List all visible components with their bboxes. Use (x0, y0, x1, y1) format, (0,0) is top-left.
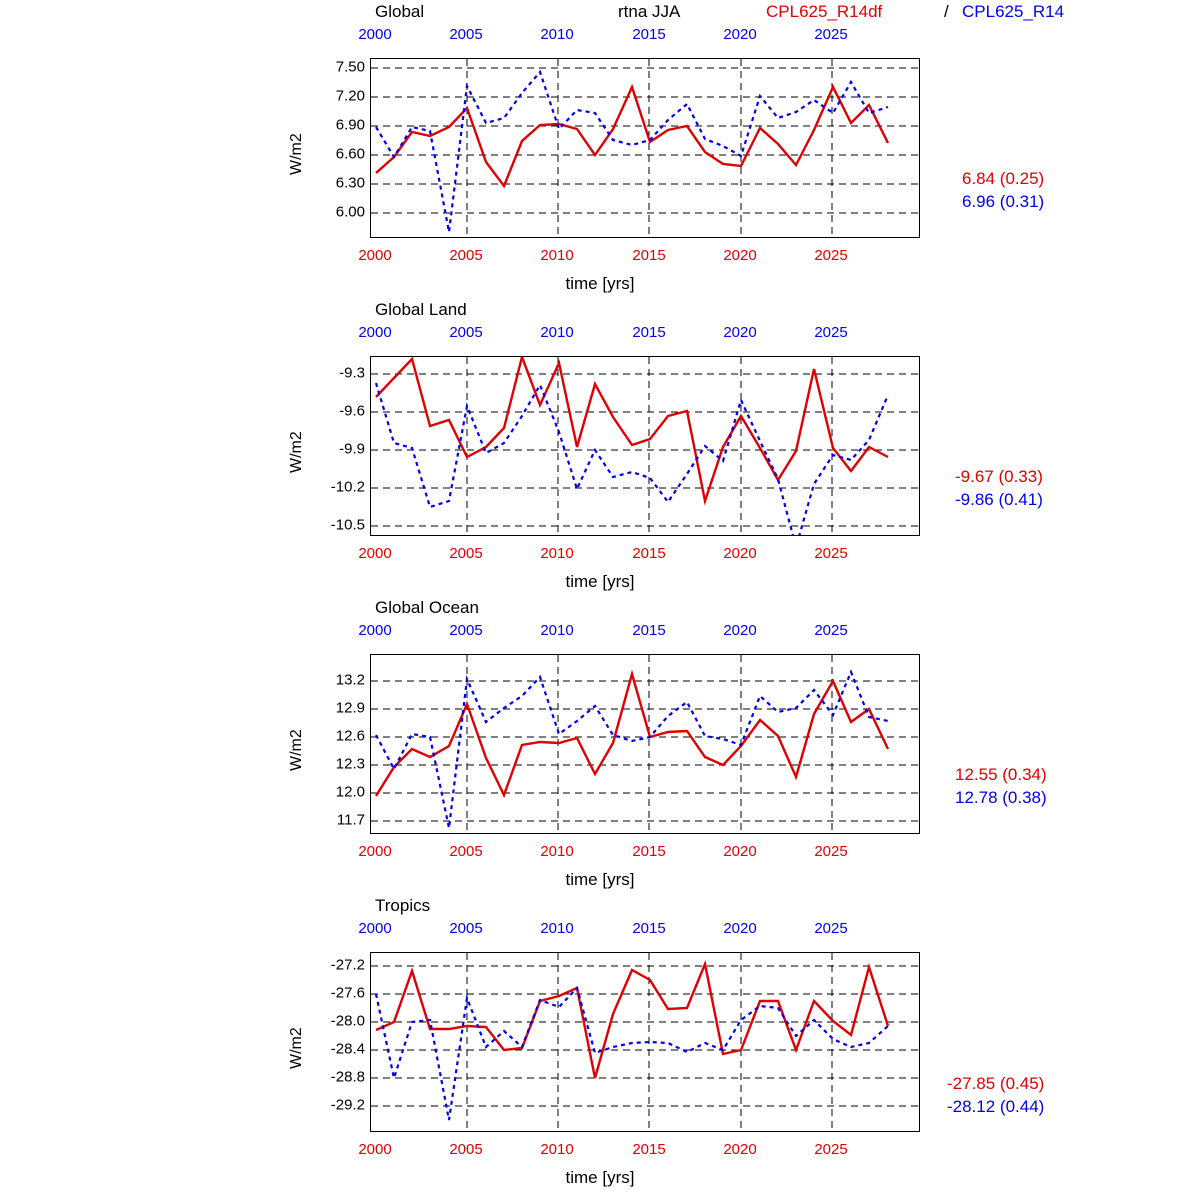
plot-area-global (370, 58, 920, 238)
panel-global: Global 2000 2005 2010 2015 2020 2025 W/m2 7.50 7.20 6.90 6.60 6.30 6.00 2000 2005 2010 2015 2020 2025 time [yrs] 6.84 (0.25) 6.96 (0.31) (0, 0, 1200, 300)
panel-title: Global Ocean (375, 598, 479, 617)
stat-red: -27.85 (0.45) (947, 1074, 1045, 1093)
plot-svg (371, 59, 919, 237)
top-axis-ticks: 2000 2005 2010 2015 2020 2025 (358, 324, 848, 341)
stat-blue: -9.86 (0.41) (955, 490, 1043, 509)
panel-global-ocean: Global Ocean 2000 2005 2010 2015 2020 2025 W/m2 13.2 12.9 12.6 12.3 12.0 11.7 2000 2005 2010 2015 2020 2025 time [yrs] 12.55 (0.34) 12.78 (0.38) (0, 596, 1200, 896)
plot-area-global-ocean (370, 654, 920, 834)
stat-red: -9.67 (0.33) (955, 467, 1043, 486)
legend-series-red: CPL625_R14df (766, 2, 883, 21)
y-axis-label: W/m2 (288, 431, 305, 473)
x-axis-title: time [yrs] (565, 870, 635, 889)
plot-svg (371, 953, 919, 1131)
stat-blue: -28.12 (0.44) (947, 1097, 1045, 1116)
bottom-axis-ticks: 2000 2005 2010 2015 2020 2025 (358, 545, 848, 562)
top-axis-ticks: 2000 2005 2010 2015 2020 2025 (358, 920, 848, 937)
x-axis-title: time [yrs] (565, 274, 635, 293)
stat-blue: 6.96 (0.31) (962, 192, 1045, 211)
x-axis-title: time [yrs] (565, 572, 635, 591)
top-axis-ticks: 2000 2005 2010 2015 2020 2025 (358, 622, 848, 639)
legend-series-blue: CPL625_R14 (962, 2, 1065, 21)
panel-title: Tropics (375, 896, 431, 915)
bottom-axis-ticks: 2000 2005 2010 2015 2020 2025 (358, 247, 848, 264)
bottom-axis-ticks: 2000 2005 2010 2015 2020 2025 (358, 843, 848, 860)
figure-variable-label: rtna JJA (618, 2, 681, 21)
legend-separator: / (944, 2, 949, 21)
y-axis-label: W/m2 (288, 1027, 305, 1069)
plot-area-tropics (370, 952, 920, 1132)
y-axis-label: W/m2 (288, 133, 305, 175)
y-axis-label: W/m2 (288, 729, 305, 771)
panel-global-land: Global Land 2000 2005 2010 2015 2020 2025 W/m2 -9.3 -9.6 -9.9 -10.2 -10.5 2000 2005 2010 2015 2020 2025 time [yrs] -9.67 (0.33) -9.86 (0.41) (0, 298, 1200, 598)
stat-red: 12.55 (0.34) (955, 765, 1047, 784)
plot-area-global-land (370, 356, 920, 536)
plot-svg (371, 655, 919, 833)
panel-title: Global (375, 2, 425, 21)
panel-title: Global Land (375, 300, 467, 319)
x-axis-title: time [yrs] (565, 1168, 635, 1187)
plot-svg (371, 357, 919, 535)
stat-red: 6.84 (0.25) (962, 169, 1045, 188)
panel-tropics: Tropics 2000 2005 2010 2015 2020 2025 W/m2 -27.2 -27.6 -28.0 -28.4 -28.8 -29.2 2000 2005 2010 2015 2020 2025 time [yrs] -27.85 (0.45) -28.12 (0.44) (0, 894, 1200, 1194)
stat-blue: 12.78 (0.38) (955, 788, 1047, 807)
bottom-axis-ticks: 2000 2005 2010 2015 2020 2025 (358, 1141, 848, 1158)
top-axis-ticks: 2000 2005 2010 2015 2020 2025 (358, 26, 848, 43)
